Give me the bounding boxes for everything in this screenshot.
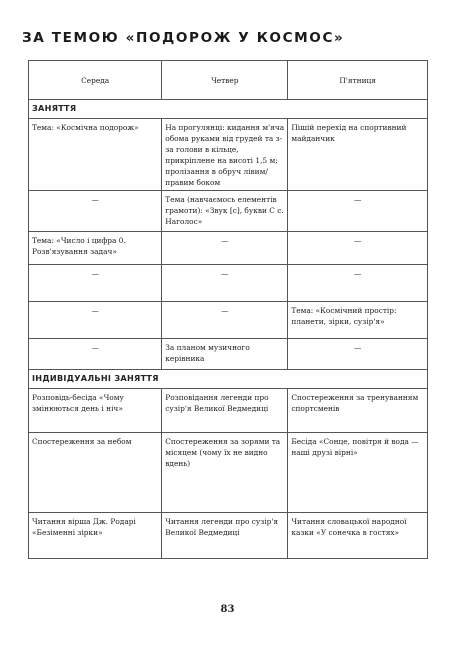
column-header-friday: П'ятниця <box>288 61 428 100</box>
table-cell: Читання вірша Дж. Родарі «Безіменні зірки» <box>29 513 162 559</box>
table-row <box>29 302 428 339</box>
table-cell: — <box>29 191 162 232</box>
column-header-wednesday: Середа <box>29 61 162 100</box>
page-number: 83 <box>220 604 235 615</box>
table-header-row <box>29 61 428 100</box>
table-cell: — <box>29 339 162 370</box>
table-cell: Пішій перехід на спортивний майданчик <box>288 119 428 191</box>
table-row <box>29 232 428 265</box>
table-cell: Тема: «Космічний простір: планети, зірки, сузір'я» <box>288 302 428 339</box>
section-row-lessons <box>29 100 428 119</box>
table-row <box>29 339 428 370</box>
table-cell: Спостереження за зорями та місяцем (чому їх не видно вдень) <box>162 433 288 513</box>
table-cell: Читання легенди про сузір'я Великої Ведмедиці <box>162 513 288 559</box>
table-cell: На прогулянці: кидання м'яча обома руками від грудей та з-за голови в кільце, прикріплене на висоті 1,5 м; пролізання в обруч лівим/правим боком <box>162 119 288 191</box>
table-row <box>29 119 428 191</box>
table-row <box>29 389 428 433</box>
section-title-lessons: ЗАНЯТТЯ <box>29 100 428 119</box>
table-row <box>29 191 428 232</box>
section-title-individual: ІНДИВІДУАЛЬНІ ЗАНЯТТЯ <box>29 370 428 389</box>
table-cell: — <box>29 302 162 339</box>
column-header-thursday: Четвер <box>162 61 288 100</box>
table-cell: Тема: «Космічна подорож» <box>29 119 162 191</box>
table-row <box>29 433 428 513</box>
table-cell: — <box>288 265 428 302</box>
page-heading: ЗА ТЕМОЮ «ПОДОРОЖ У КОСМОС» <box>22 30 345 46</box>
table-cell: — <box>29 265 162 302</box>
schedule-table <box>28 60 428 559</box>
table-cell: Читання словацької народної казки «У сонечка в гостях» <box>288 513 428 559</box>
table-cell: Тема (навчаємось елементів грамоти): «Звук [с], букви С с. Наголос» <box>162 191 288 232</box>
table-cell: За планом музичного керівника <box>162 339 288 370</box>
table-cell: Розповідь-бесіда «Чому змінюються день і ніч» <box>29 389 162 433</box>
section-row-individual <box>29 370 428 389</box>
table-cell: Спостереження за тренуванням спортсменів <box>288 389 428 433</box>
table-row <box>29 513 428 559</box>
table-cell: — <box>162 265 288 302</box>
table-cell: Бесіда «Сонце, повітря й вода — наші друзі вірні» <box>288 433 428 513</box>
table-cell: — <box>162 232 288 265</box>
table-cell: — <box>288 191 428 232</box>
table-cell: — <box>162 302 288 339</box>
table-row <box>29 265 428 302</box>
table-cell: Спостереження за небом <box>29 433 162 513</box>
table-cell: — <box>288 232 428 265</box>
table-cell: Тема: «Число і цифра 0. Розв'язування задач» <box>29 232 162 265</box>
table-cell: — <box>288 339 428 370</box>
table-cell: Розповідання легенди про сузір'я Великої Ведмедиці <box>162 389 288 433</box>
